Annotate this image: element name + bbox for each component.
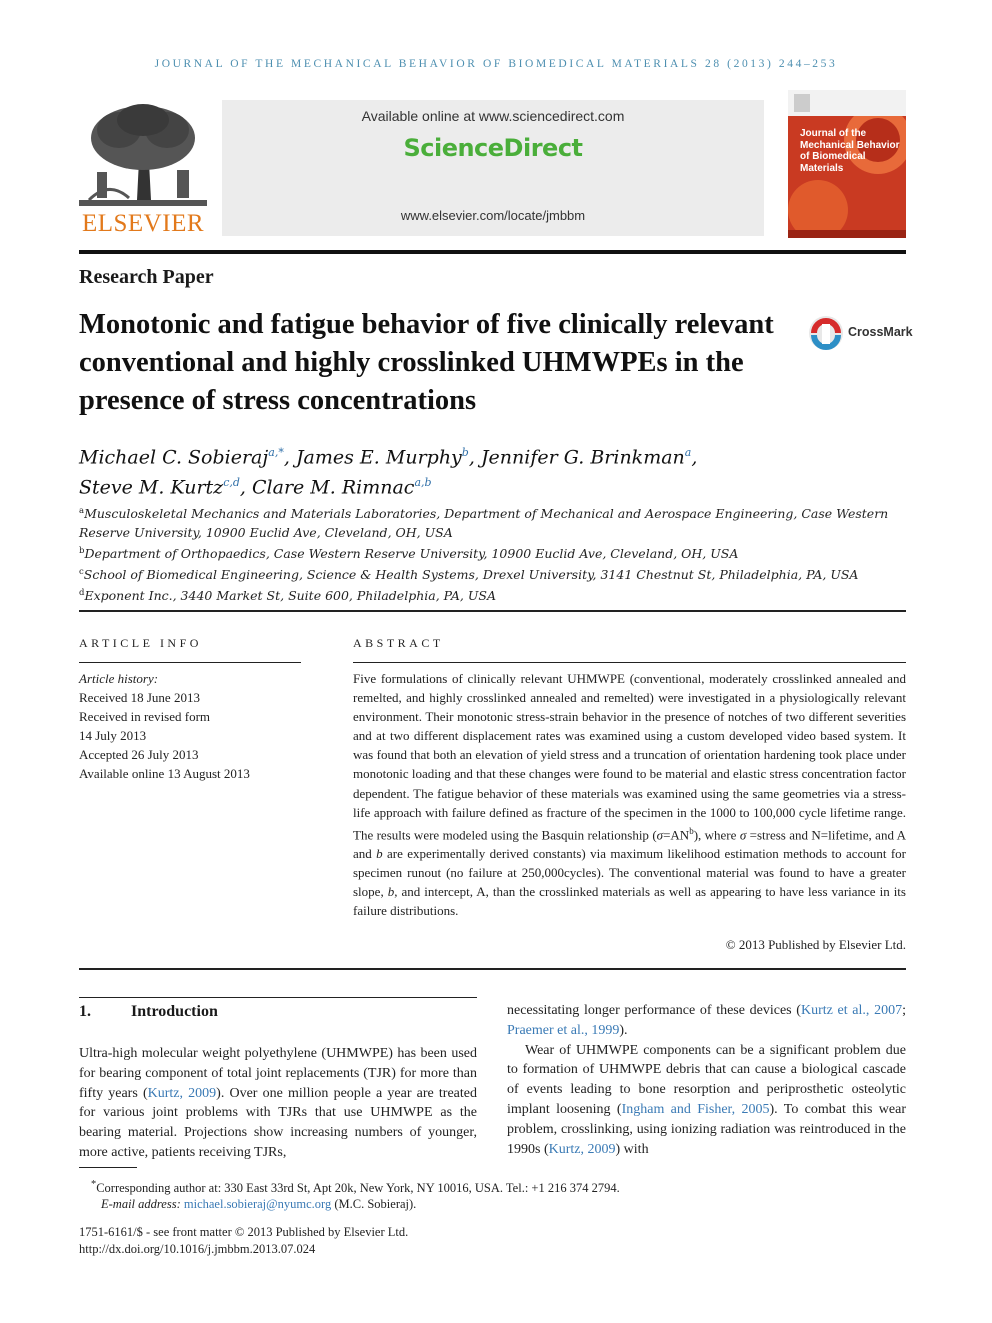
author-list [79, 440, 906, 501]
article-info-heading: ARTICLE INFO [79, 636, 202, 650]
author-name[interactable]: Michael C. Sobieraj [79, 446, 269, 469]
elsevier-tree-icon [79, 100, 207, 208]
elsevier-wordmark: ELSEVIER [81, 210, 205, 237]
doi-link[interactable]: http://dx.doi.org/10.1016/j.jmbbm.2013.07.024 [79, 1242, 316, 1256]
paragraph: Ultra-high molecular weight polyethylene (UHMWPE) has been used for bearing component of total joint replacements (TJR) for more than fifty years (Kurtz, 2009). Over one million people a year are treated for various joint problems with TJRs that use UHMWPE as the bearing material. Projections show increasing numbers of younger, more active, patients receiving TJRs, [79, 1046, 477, 1160]
author-separator: , [239, 476, 252, 499]
footnote-rule [79, 1167, 137, 1168]
author-separator: , [283, 446, 296, 469]
corresponding-author-note: *Corresponding author at: 330 East 33rd St, Apt 20k, New York, NY 10016, USA. Tel.: +1 216 374 2794. [91, 1179, 620, 1196]
intro-right-column [507, 1001, 906, 1159]
citation-link[interactable]: Praemer et al., 1999 [507, 1022, 620, 1038]
section-number: 1. [79, 1003, 91, 1020]
journal-url[interactable]: www.elsevier.com/locate/jmbbm [400, 208, 586, 223]
affiliation: $^d$Exponent Inc., 3440 Market St, Suite 600, Philadelphia, PA, USA [79, 588, 497, 604]
author-affiliation-mark[interactable]: a [684, 446, 692, 459]
author-affiliation-mark[interactable]: b [461, 446, 469, 459]
sciencedirect-banner [222, 100, 764, 236]
abstract-copyright: © 2013 Published by Elsevier Ltd. [725, 937, 906, 952]
intro-rule [79, 997, 477, 998]
abstract-rule [353, 662, 906, 663]
intro-left-column [79, 1044, 477, 1163]
history-entry: Received in revised form [79, 709, 211, 725]
abstract-body: Five formulations of clinically relevant UHMWPE (conventional, moderately crosslinked annealed and remelted, and highly crosslinked annealed and remelted) were investigated in a physiologically relevant environment. Their monotonic stress-strain behavior in the presence of notches of two different severities and at two different displacement rates was examined using a custom developed video based system. It was found that both an elevation of yield stress and a truncation of orientation hardening took place under monotonic loading and that these changes were found to be material and elastic stress concentration factor dependent. The fatigue behavior of these materials was examined using the same geometries via a stress-life approach with failure defined as fracture of the specimen in the 1000 to 100,000 cycle lifetime range. The results were modeled using the Basquin relationship $(\sigma=AN^b)$, where σ =stress and N=lifetime, and A and b are experimentally derived constants) via maximum likelihood estimation methods to account for specimen runout (no failure at 250,000cycles). The conventional material was found to have a greater slope, b, and intercept, A, than the crosslinked materials as well as appearing to have less variance in its failure distributions. [353, 671, 907, 919]
citation-link[interactable]: Ingham and Fisher, 2005 [621, 1101, 770, 1117]
author-name[interactable]: Jennifer G. Brinkman [480, 446, 685, 469]
citation-link[interactable]: Kurtz, 2009 [147, 1085, 217, 1101]
journal-running-header: JOURNAL OF THE MECHANICAL BEHAVIOR OF BIOMEDICAL MATERIALS 28 (2013) 244–253 [154, 58, 838, 70]
email-note: E-mail address: michael.sobieraj@nyumc.org (M.C. Sobieraj). [101, 1197, 417, 1211]
history-entry: Available online 13 August 2013 [79, 766, 250, 782]
article-info-rule [79, 662, 301, 663]
history-label: Article history: [79, 671, 159, 686]
elsevier-logo [79, 100, 207, 240]
crossmark-label: CrossMark [848, 325, 913, 339]
author-affiliation-mark[interactable]: a,* [268, 446, 284, 459]
section-title: Introduction [131, 1003, 218, 1020]
affiliation: $^a$Musculoskeletal Mechanics and Materials Laboratories, Department of Mechanical and Aerospace Engineering, Case Western Reserve University, 10900 Euclid Ave, Cleveland, OH, USA [79, 506, 889, 541]
paragraph: Wear of UHMWPE components can be a significant problem due to formation of UHMWPE debris that can cause a biological cascade of events leading to bone resorption and periprosthetic osteolytic implant loosening (Ingham and Fisher, 2005). To combat this wear problem, crosslinking, using ionizing radiation was reintroduced in the 1990s (Kurtz, 2009) with [507, 1042, 906, 1157]
abstract-bottom-rule [79, 968, 906, 970]
crossmark-icon [808, 314, 844, 352]
article-type: Research Paper [79, 266, 214, 288]
history-entry: Received 18 June 2013 [79, 690, 200, 706]
author-name[interactable]: James E. Murphy [295, 446, 462, 469]
abstract-heading: ABSTRACT [353, 636, 444, 650]
author-separator: , [468, 446, 481, 469]
affiliation: $^b$Department of Orthopaedics, Case Western Reserve University, 10900 Euclid Ave, Cleveland, OH, USA [79, 546, 739, 562]
author-name[interactable]: Steve M. Kurtz [79, 476, 224, 499]
author-affiliation-mark[interactable]: c,d [223, 476, 240, 490]
history-entry: Accepted 26 July 2013 [79, 747, 199, 763]
history-entry: 14 July 2013 [79, 728, 147, 744]
issn-line: 1751-6161/$ - see front matter © 2013 Published by Elsevier Ltd. [79, 1225, 409, 1239]
article-title: Monotonic and fatigue behavior of five clinically relevant conventional and highly crosslinked UHMWPEs in the presence of stress concentrations [79, 309, 774, 416]
citation-link[interactable]: Kurtz et al., 2007 [800, 1003, 903, 1018]
section-heading-introduction [79, 1003, 218, 1021]
affiliation-rule [79, 610, 906, 612]
author-name[interactable]: Clare M. Rimnac [252, 476, 415, 499]
header-rule [79, 250, 906, 254]
available-online-text: Available online at www.sciencedirect.com [361, 108, 625, 124]
author-affiliation-mark[interactable]: a,b [414, 476, 432, 490]
crossmark-badge[interactable] [808, 314, 913, 352]
journal-cover-image [788, 90, 906, 238]
paragraph: necessitating longer performance of these devices (Kurtz et al., 2007; Praemer et al., 1999). [507, 1003, 906, 1038]
affiliation: $^c$School of Biomedical Engineering, Science & Health Systems, Drexel University, 3141 Chestnut St, Philadelphia, PA, USA [79, 567, 859, 583]
author-separator: , [691, 446, 698, 469]
affiliation-list [79, 502, 906, 606]
sciencedirect-logo[interactable]: ScienceDirect [403, 134, 583, 162]
article-history [79, 669, 301, 784]
cover-title: Journal of the Mechanical Behavior of Biomedical Materials [800, 128, 900, 174]
citation-link[interactable]: Kurtz, 2009 [548, 1141, 616, 1157]
email-link[interactable]: michael.sobieraj@nyumc.org [183, 1197, 332, 1211]
